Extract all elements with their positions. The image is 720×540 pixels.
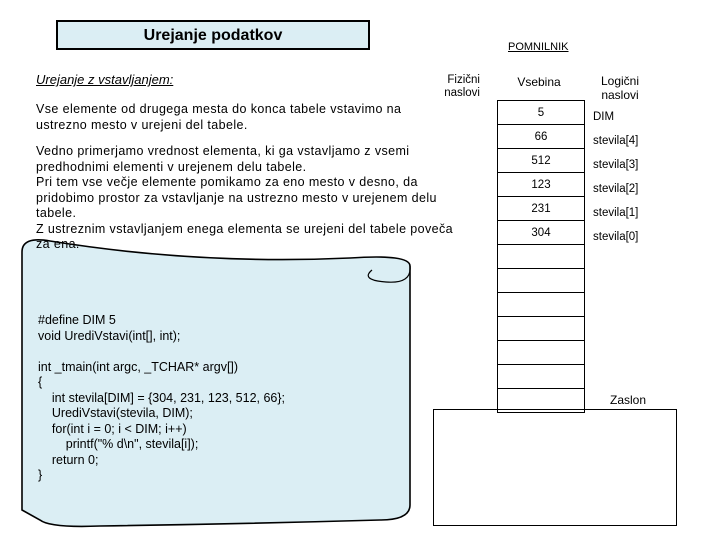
- logical-address: stevila[4]: [593, 135, 639, 147]
- memory-cell: [498, 293, 585, 317]
- physical-address-header: Fizični naslovi: [444, 74, 480, 99]
- logical-address: stevila[1]: [593, 207, 639, 219]
- memory-cell: [498, 341, 585, 365]
- memory-cell: 231: [498, 197, 585, 221]
- code-line: int _tmain(int argc, _TCHAR* argv[]): [38, 359, 239, 374]
- code-line: return 0;: [38, 452, 99, 467]
- code-line: UrediVstavi(stevila, DIM);: [38, 406, 193, 420]
- memory-cell: 304: [498, 221, 585, 245]
- code-line: int stevila[DIM] = {304, 231, 123, 512, 66};: [38, 390, 286, 405]
- memory-row: [498, 365, 585, 389]
- code-line: for(int i = 0; i < DIM; i++): [38, 421, 187, 436]
- code-line: printf("% d\n", stevila[i]);: [38, 437, 199, 451]
- memory-row: [498, 101, 585, 125]
- code-line: void UrediVstavi(int[], int);: [38, 328, 181, 343]
- memory-cell: [498, 365, 585, 389]
- logical-address-header: Logični naslovi: [600, 74, 640, 102]
- logical-address: stevila[3]: [593, 159, 639, 171]
- code-line: [38, 344, 285, 360]
- logical-address: stevila[2]: [593, 183, 639, 195]
- logical-address: stevila[0]: [593, 231, 639, 243]
- description-paragraph-1: Vse elemente od drugega mesta do konca tabele vstavimo na ustrezno mesto v urejeni del tabele.: [36, 102, 402, 132]
- screen-label: Zaslon: [610, 393, 647, 407]
- code-line: {: [38, 375, 43, 389]
- memory-row: [498, 197, 585, 221]
- title-box: [56, 20, 370, 50]
- memory-row: [498, 245, 585, 269]
- description-paragraph-2: Vedno primerjamo vrednost elementa, ki ga vstavljamo z vsemi predhodnimi elementi v urejenem delu tabele. Pri tem vse večje elemente pomikamo za eno mesto v desno, da pridobimo prostor za vstavljanje na ustrezno mesto v urejenem delu tabele. Z ustreznim vstavljanjem enega elementa se urejeni del tabele poveča za ena.: [36, 144, 454, 251]
- memory-row: [498, 173, 585, 197]
- memory-row: [498, 317, 585, 341]
- memory-label: POMNILNIK: [508, 41, 569, 53]
- memory-cell: [498, 245, 585, 269]
- memory-row: [498, 221, 585, 245]
- code-line: }: [38, 468, 43, 482]
- memory-cell: [498, 317, 585, 341]
- memory-row: [498, 125, 585, 149]
- code-line: #define DIM 5: [38, 313, 116, 327]
- code-block: [38, 313, 285, 484]
- memory-cell: 512: [498, 149, 585, 173]
- memory-cell: 66: [498, 125, 585, 149]
- page-title: Urejanje podatkov: [143, 27, 283, 44]
- memory-cell: 5: [498, 101, 585, 125]
- memory-cell: [498, 269, 585, 293]
- memory-row: [498, 293, 585, 317]
- memory-cell: 123: [498, 173, 585, 197]
- memory-table: [497, 100, 585, 413]
- contents-header: Vsebina: [517, 75, 561, 89]
- method-heading: Urejanje z vstavljanjem:: [36, 72, 174, 87]
- screen-box: [433, 409, 677, 526]
- memory-row: [498, 269, 585, 293]
- logical-address: DIM: [593, 111, 615, 123]
- memory-row: [498, 149, 585, 173]
- memory-row: [498, 341, 585, 365]
